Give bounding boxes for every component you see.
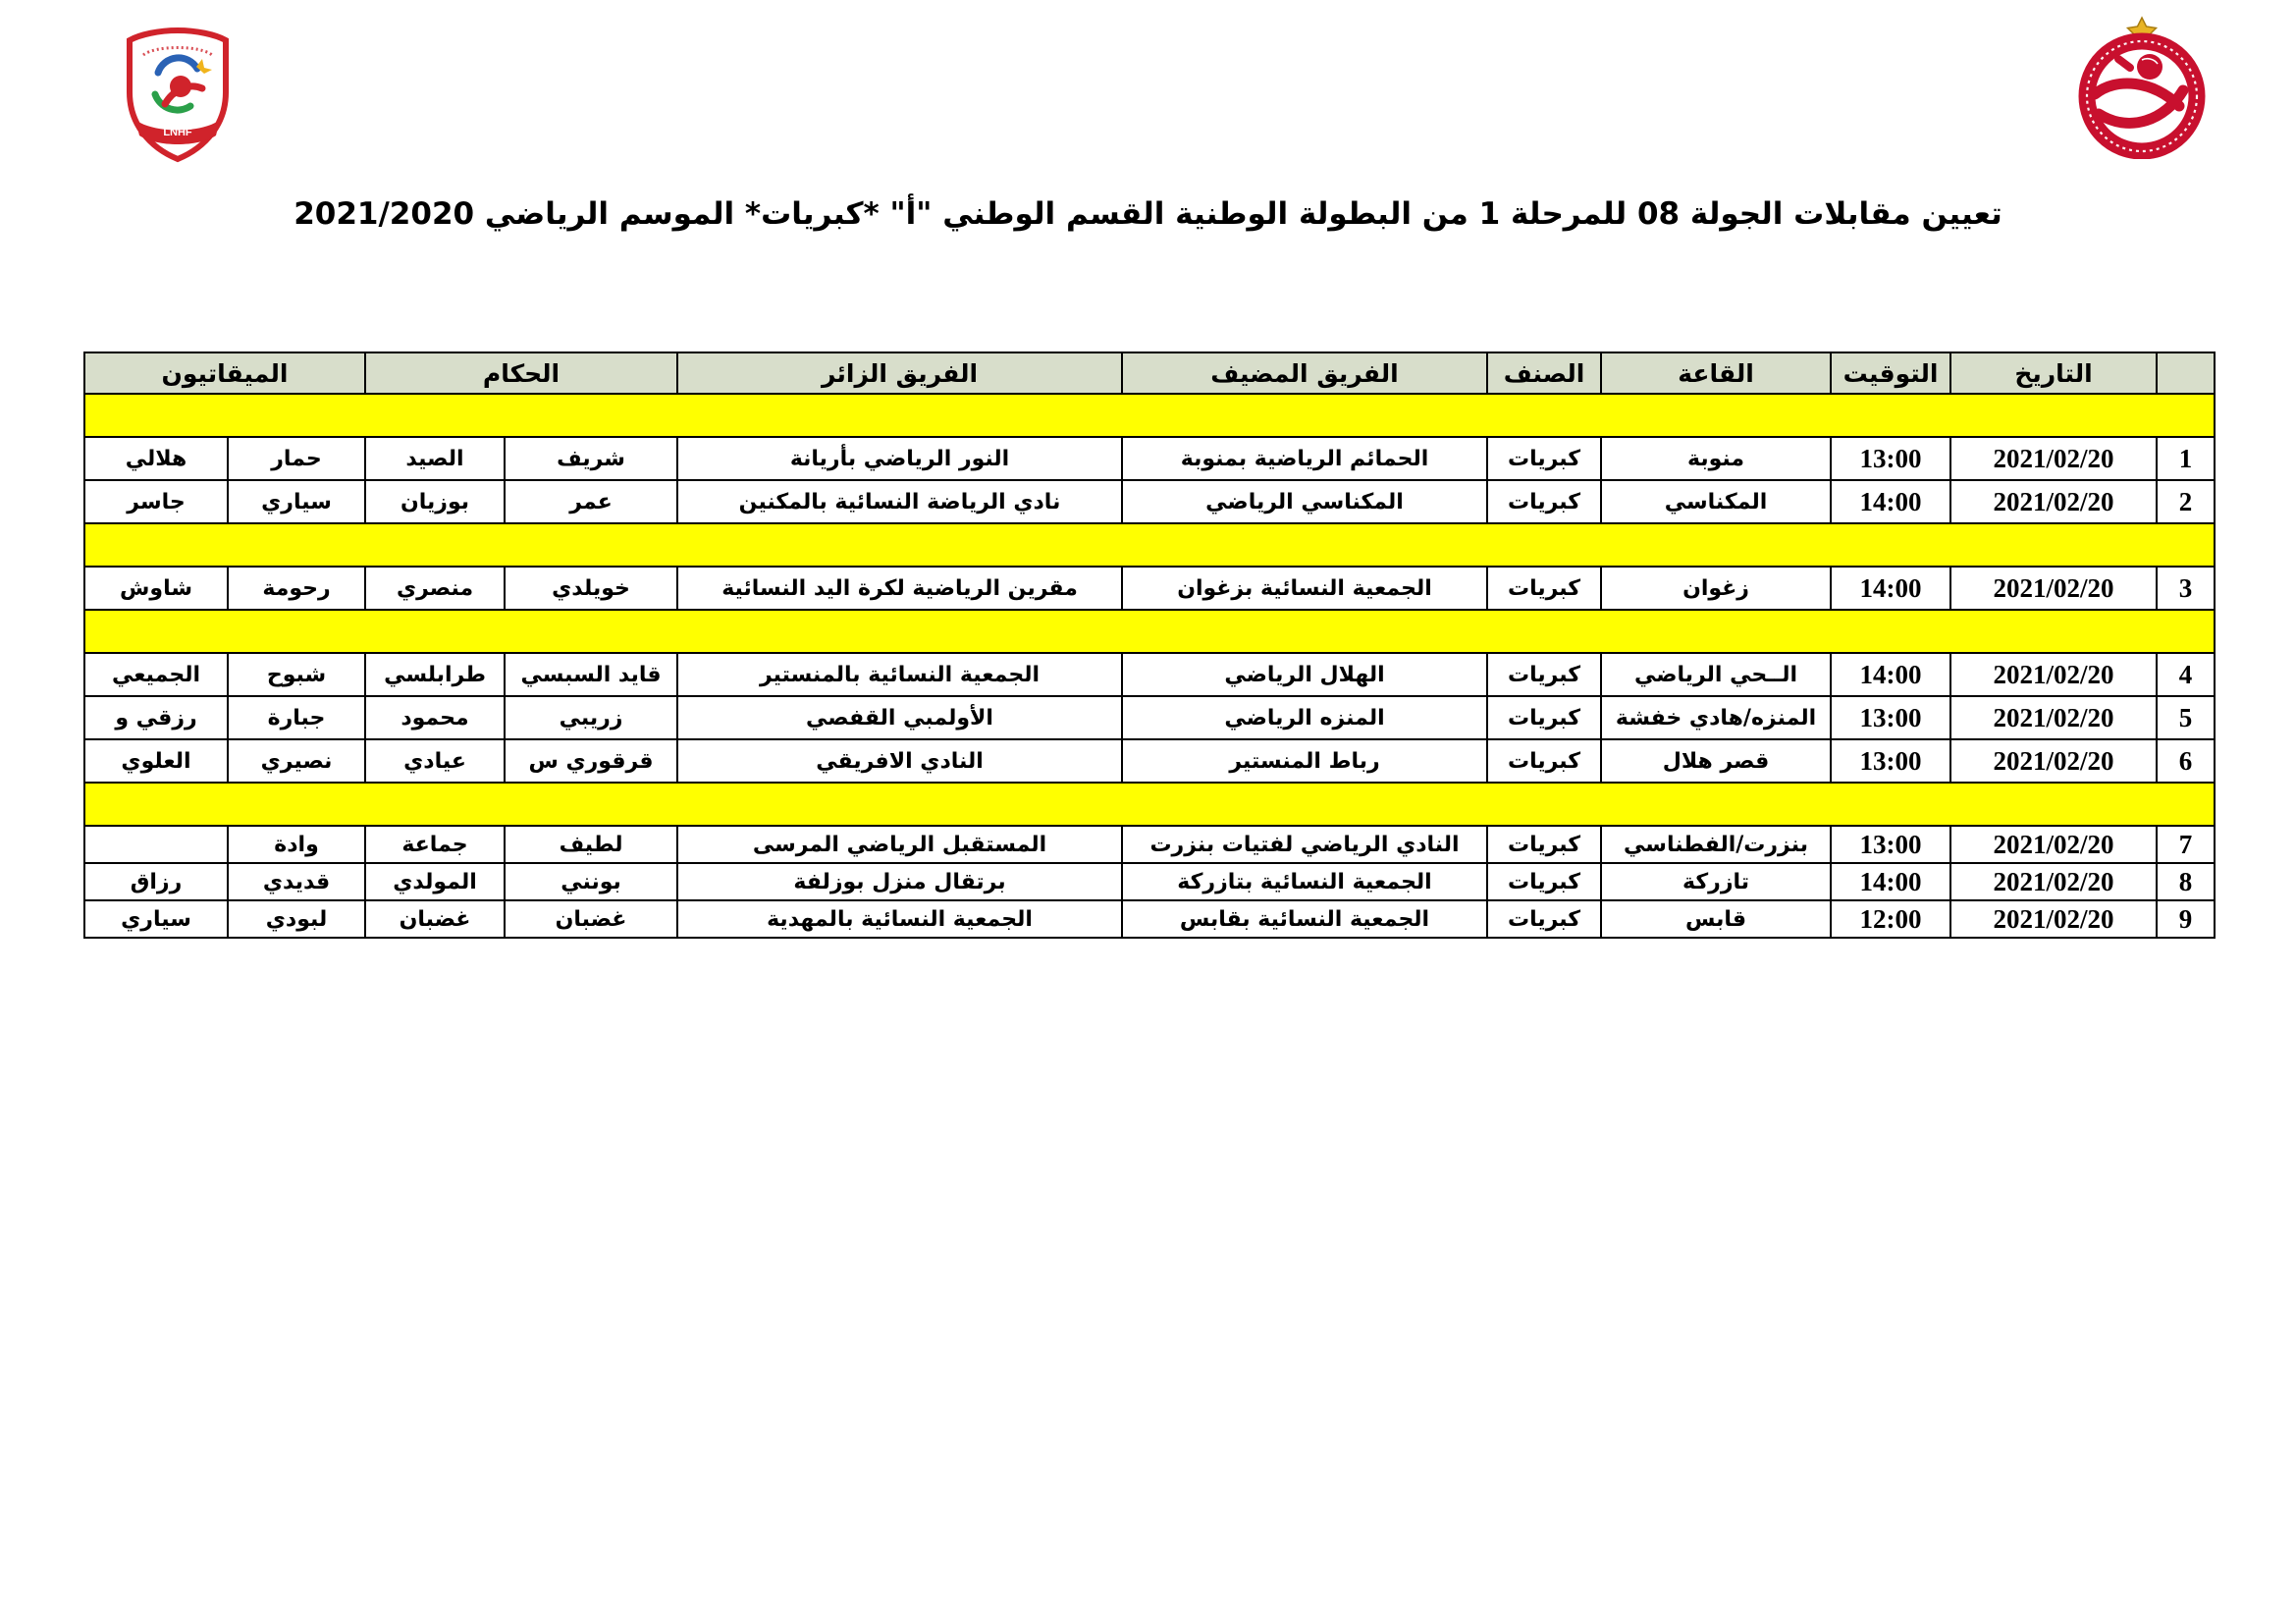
cell-timekeeper-1: نصيري (228, 739, 365, 783)
cell-timekeeper-2: الجميعي (84, 653, 228, 696)
cell-visitor-team: مقرين الرياضية لكرة اليد النسائية (677, 567, 1122, 610)
cell-timekeeper-1: شبوح (228, 653, 365, 696)
cell-referee-2: منصري (365, 567, 505, 610)
cell-row-number: 7 (2157, 826, 2215, 863)
league-shield-logo (114, 26, 241, 169)
cell-timekeeper-2: رزاق (84, 863, 228, 900)
header-host-team: الفريق المضيف (1122, 352, 1487, 394)
cell-host-team: الجمعية النسائية بقابس (1122, 900, 1487, 938)
cell-category: كبريات (1487, 739, 1601, 783)
cell-visitor-team: الجمعية النسائية بالمنستير (677, 653, 1122, 696)
cell-time: 14:00 (1831, 863, 1950, 900)
separator-band (84, 610, 2215, 653)
cell-referee-2: جماعة (365, 826, 505, 863)
schedule-table-body (84, 394, 2215, 938)
cell-hall: قابس (1601, 900, 1831, 938)
cell-hall: منوبة (1601, 437, 1831, 480)
cell-referee-1: غضبان (505, 900, 677, 938)
cell-date: 2021/02/20 (1950, 826, 2157, 863)
separator-row (84, 783, 2215, 826)
cell-timekeeper-2: رزقي و (84, 696, 228, 739)
cell-timekeeper-2: هلالي (84, 437, 228, 480)
header-time: التوقيت (1831, 352, 1950, 394)
match-row (84, 900, 2215, 938)
cell-time: 14:00 (1831, 653, 1950, 696)
cell-time: 13:00 (1831, 739, 1950, 783)
match-row (84, 480, 2215, 523)
cell-date: 2021/02/20 (1950, 900, 2157, 938)
match-row (84, 567, 2215, 610)
shield-banner-text: LNHF (163, 127, 192, 138)
cell-visitor-team: نادي الرياضة النسائية بالمكنين (677, 480, 1122, 523)
cell-timekeeper-1: حمار (228, 437, 365, 480)
cell-visitor-team: الأولمبي القفصي (677, 696, 1122, 739)
cell-category: كبريات (1487, 826, 1601, 863)
header-row (84, 352, 2215, 394)
cell-timekeeper-1: لبودي (228, 900, 365, 938)
cell-hall: قصر هلال (1601, 739, 1831, 783)
match-schedule-table (83, 352, 2216, 939)
cell-visitor-team: برتقال منزل بوزلفة (677, 863, 1122, 900)
cell-host-team: الجمعية النسائية بتازركة (1122, 863, 1487, 900)
match-row (84, 863, 2215, 900)
match-row (84, 826, 2215, 863)
match-row (84, 696, 2215, 739)
header-row-number (2157, 352, 2215, 394)
cell-referee-1: قرقوري س (505, 739, 677, 783)
federation-round-logo (2059, 16, 2224, 163)
cell-referee-1: لطيف (505, 826, 677, 863)
cell-referee-2: الصيد (365, 437, 505, 480)
cell-referee-2: طرابلسي (365, 653, 505, 696)
cell-category: كبريات (1487, 567, 1601, 610)
cell-timekeeper-1: وادة (228, 826, 365, 863)
separator-band (84, 394, 2215, 437)
separator-band (84, 523, 2215, 567)
cell-time: 13:00 (1831, 826, 1950, 863)
separator-row (84, 610, 2215, 653)
cell-category: كبريات (1487, 480, 1601, 523)
cell-category: كبريات (1487, 696, 1601, 739)
cell-timekeeper-2: شاوش (84, 567, 228, 610)
cell-timekeeper-2: العلوي (84, 739, 228, 783)
cell-referee-1: خويلدي (505, 567, 677, 610)
header-referees: الحكام (365, 352, 677, 394)
cell-hall: المنزه/هادي خفشة (1601, 696, 1831, 739)
header-category: الصنف (1487, 352, 1601, 394)
cell-host-team: الحمائم الرياضية بمنوبة (1122, 437, 1487, 480)
cell-category: كبريات (1487, 437, 1601, 480)
cell-visitor-team: المستقبل الرياضي المرسى (677, 826, 1122, 863)
cell-host-team: الجمعية النسائية بزغوان (1122, 567, 1487, 610)
cell-timekeeper-2: سياري (84, 900, 228, 938)
federation-logo-icon (2059, 16, 2224, 159)
cell-date: 2021/02/20 (1950, 567, 2157, 610)
shield-badge-icon (114, 26, 241, 165)
cell-category: كبريات (1487, 900, 1601, 938)
cell-referee-1: بونني (505, 863, 677, 900)
separator-row (84, 523, 2215, 567)
cell-referee-2: بوزيان (365, 480, 505, 523)
separator-band (84, 783, 2215, 826)
header-date: التاريخ (1950, 352, 2157, 394)
cell-referee-1: قايد السبسي (505, 653, 677, 696)
cell-row-number: 1 (2157, 437, 2215, 480)
page-title: تعيين مقابلات الجولة 08 للمرحلة 1 من البطولة الوطنية القسم الوطني "أ" *كبريات* الموسم الرياضي 2021/2020 (294, 196, 2002, 232)
cell-hall: بنزرت/الفطناسي (1601, 826, 1831, 863)
cell-time: 14:00 (1831, 480, 1950, 523)
cell-timekeeper-1: قديدي (228, 863, 365, 900)
cell-host-team: المنزه الرياضي (1122, 696, 1487, 739)
cell-row-number: 2 (2157, 480, 2215, 523)
cell-host-team: النادي الرياضي لفتيات بنزرت (1122, 826, 1487, 863)
cell-timekeeper-1: جبارة (228, 696, 365, 739)
cell-row-number: 5 (2157, 696, 2215, 739)
cell-hall: تازركة (1601, 863, 1831, 900)
cell-time: 13:00 (1831, 696, 1950, 739)
match-row (84, 653, 2215, 696)
cell-row-number: 9 (2157, 900, 2215, 938)
cell-row-number: 8 (2157, 863, 2215, 900)
cell-visitor-team: النور الرياضي بأريانة (677, 437, 1122, 480)
cell-row-number: 6 (2157, 739, 2215, 783)
cell-timekeeper-2: جاسر (84, 480, 228, 523)
cell-host-team: المكناسي الرياضي (1122, 480, 1487, 523)
cell-date: 2021/02/20 (1950, 653, 2157, 696)
cell-referee-1: شريف (505, 437, 677, 480)
cell-visitor-team: النادي الافريقي (677, 739, 1122, 783)
match-row (84, 437, 2215, 480)
cell-timekeeper-1: رحومة (228, 567, 365, 610)
cell-time: 14:00 (1831, 567, 1950, 610)
cell-referee-2: محمود (365, 696, 505, 739)
cell-referee-1: عمر (505, 480, 677, 523)
cell-referee-2: عيادي (365, 739, 505, 783)
cell-referee-2: غضبان (365, 900, 505, 938)
cell-category: كبريات (1487, 653, 1601, 696)
cell-category: كبريات (1487, 863, 1601, 900)
cell-date: 2021/02/20 (1950, 480, 2157, 523)
cell-time: 12:00 (1831, 900, 1950, 938)
cell-date: 2021/02/20 (1950, 863, 2157, 900)
cell-timekeeper-1: سياري (228, 480, 365, 523)
cell-row-number: 4 (2157, 653, 2215, 696)
header-timekeepers: الميقاتيون (84, 352, 365, 394)
cell-referee-1: زريبي (505, 696, 677, 739)
match-row (84, 739, 2215, 783)
cell-hall: زغوان (1601, 567, 1831, 610)
separator-row (84, 394, 2215, 437)
header-hall: القاعة (1601, 352, 1831, 394)
cell-date: 2021/02/20 (1950, 437, 2157, 480)
cell-time: 13:00 (1831, 437, 1950, 480)
cell-date: 2021/02/20 (1950, 739, 2157, 783)
cell-visitor-team: الجمعية النسائية بالمهدية (677, 900, 1122, 938)
header-visitor-team: الفريق الزائر (677, 352, 1122, 394)
cell-hall: المكناسي (1601, 480, 1831, 523)
cell-row-number: 3 (2157, 567, 2215, 610)
cell-date: 2021/02/20 (1950, 696, 2157, 739)
cell-host-team: رباط المنستير (1122, 739, 1487, 783)
cell-timekeeper-2 (84, 826, 228, 863)
cell-host-team: الهلال الرياضي (1122, 653, 1487, 696)
cell-referee-2: المولدي (365, 863, 505, 900)
cell-hall: الــحي الرياضي (1601, 653, 1831, 696)
